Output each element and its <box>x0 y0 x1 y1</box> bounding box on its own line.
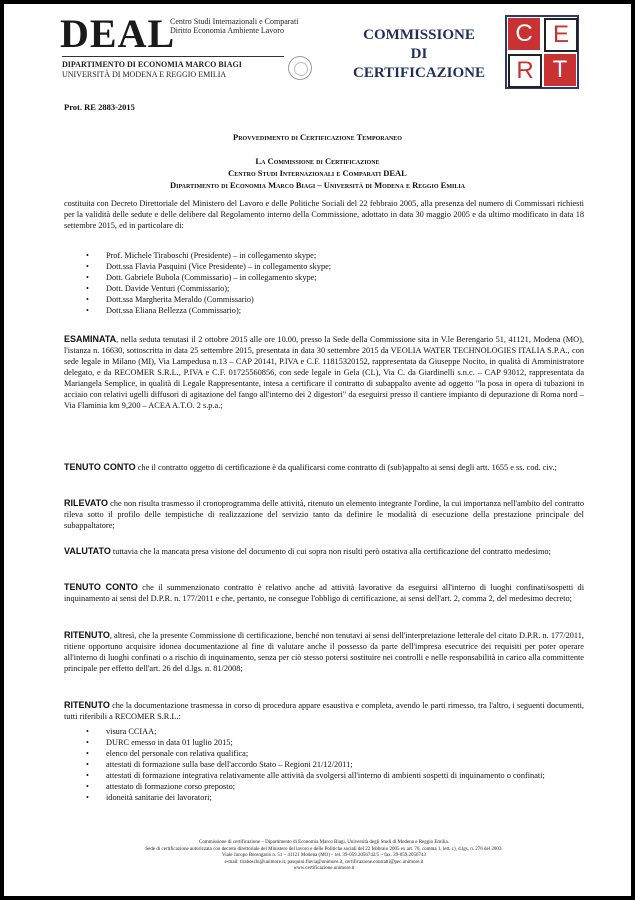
list-item: • attestati di formazione sulla base dell'accordo Stato – Regioni 21/12/2011; <box>86 759 576 770</box>
paragraph-text: , nella seduta tenutasi il 2 ottobre 2015 alle ore 10.00, presso la Sede della Commissione sita in V.le Berengario 51, 41121, Modena (MO), l'istanza n. 16630, sottoscritta in data 25 settembre 2015, presentata in data 30 settembre 2015 da VEOLIA WATER TECHNOLOGIES ITALIA S.P.A., con sede legale in Milano (MI), Via Lampedusa n.13 – CAP 20141, P.IVA e C.F. 11815320152, rappresentata da Giuseppe Nocito, in qualità di Amministratore delegato, e da RECOMER S.R.L., P.IVA e C.F. 01725560856, con sede legale in Gela (CL), Via C. da Giardinelli s.n.c. – CAP 93012, rappresentata da Mariangela Semplice, in qualità di Legale Rappresentante, intesa a certificare il contratto di subappalto avente ad oggetto "la posa in opera di tubazioni in acciaio con relativi ugelli diffusori di agitazione del fango all'interno dei 2 digestori" da eseguirsi presso il cantiere impianto di depurazione di Roma nord – Via Flaminia km 9,200 – ACEA A.T.O. 2 s.p.a.; <box>64 335 584 410</box>
tenuto-conto-paragraph <box>64 582 584 604</box>
list-item: • idoneità sanitarie dei lavoratori; <box>86 792 576 803</box>
cert-letter: E <box>544 18 578 52</box>
document-title: Provvedimento di Certificazione Temporaneo <box>233 132 402 142</box>
footer-line: www.certificazione.unimore.it <box>293 866 355 871</box>
keyword: RITENUTO <box>64 630 110 640</box>
list-item: • elenco del personale con relativa qualifica; <box>86 748 576 759</box>
list-item: • attestato di formazione corso preposto; <box>86 781 576 792</box>
paragraph-text: che la documentazione trasmessa in corso di procedura appare esaustiva e completa, avendo le parti rimesso, tra l'altro, i seguenti documenti, tutti riferibili a RECOMER S.R.L.: <box>64 701 584 721</box>
protocol-number: Prot. RE 2883-2015 <box>64 102 135 112</box>
commissione-line: DI <box>410 46 428 62</box>
list-item: • Dott.ssa Eliana Bellezza (Commissario); <box>86 305 331 316</box>
cert-letter: C <box>508 18 540 50</box>
keyword: VALUTATO <box>64 546 111 556</box>
tenuto-conto-paragraph <box>64 462 584 473</box>
cert-letter: T <box>544 54 576 86</box>
page-footer <box>64 840 584 873</box>
footer-line: Sede di certificazione autorizzata con decreto direttoriale del Ministero del lavoro e delle Politiche sociali del 22 febbraio 2005 ex art. 76, comma 1, lett. c), d.lgs. n. 276 del 2003. <box>145 846 503 852</box>
centro-studi-label: Centro Studi Internazionali e Comparati <box>170 17 299 26</box>
diritto-label: Diritto Economia Ambiente Lavoro <box>170 26 284 35</box>
ritenuto-paragraph <box>64 630 584 674</box>
university-name: UNIVERSITÀ DI MODENA E REGGIO EMILIA <box>62 70 227 79</box>
paragraph-text: tuttavia che la mancata presa visione del documento di cui sopra non risulti però ostativa alla certificazione del contratto medesimo; <box>110 547 551 556</box>
cert-logo <box>508 18 580 90</box>
letterhead <box>4 4 631 94</box>
list-item: • Prof. Michele Tiraboschi (Presidente) – in collegamento skype; <box>86 250 331 261</box>
keyword: TENUTO CONTO <box>64 582 138 592</box>
list-item: • Dott. Gabriele Bubola (Commissario) – in collegamento skype; <box>86 272 331 283</box>
paragraph-text: che non risulta trasmesso il cronoprogramma delle attività, ritenuto un elemento integrante l'ordine, la cui importanza nell'ambito del contratto rileva sotto il profilo delle tempistiche di realizzazione del servizio tanto da definire le modalità di esecuzione della prestazione principale del subappaltatore; <box>64 499 584 530</box>
university-seal-icon <box>288 56 312 80</box>
heading-line: Dipartimento di Economia Marco Biagi – Università di Modena e Reggio Emilia <box>169 180 466 190</box>
department-name: DIPARTIMENTO DI ECONOMIA MARCO BIAGI <box>62 60 242 69</box>
paragraph-text: , altresì, che la presente Commissione di certificazione, benché non tenutavi ai sensi dell'interpretazione letterale del citato D.P.R. n. 177/2011, ritiene opportuno acquisire idonea documentazione al fine di valutare anche il possesso da parte dell'impresa esecutrice dei requisiti per poter operare all'interno di luoghi confinati o a rischio di inquinamento, senza per ciò stesso potersi sostituire nei controlli e nelle responsabilità in carico alla committente principale per effetto dell'art. 26 del d.lgs. n. 81/2008; <box>64 631 584 673</box>
rilevato-paragraph <box>64 498 584 531</box>
list-item: • DURC emesso in data 01 luglio 2015; <box>86 737 576 748</box>
divider <box>62 56 284 57</box>
deal-logo: DEAL <box>60 11 176 56</box>
keyword: RITENUTO <box>64 700 110 710</box>
intro-paragraph: costituita con Decreto Direttoriale del Ministero del Lavoro e delle Politiche Sociali del 22 febbraio 2005, alla presenza del numero di Commissari richiesti per la validità delle sedute e delle delibere dal Regolamento interno della Commissione, adottato in data 30 maggio 2005 e da ultimo modificato in data 18 settembre 2015, ed in particolare di: <box>64 199 584 230</box>
keyword: RILEVATO <box>64 498 109 508</box>
commissione-title <box>334 26 504 83</box>
documenti-list <box>86 726 576 803</box>
list-item: • Dott.ssa Margherita Meraldo (Commissario) <box>86 294 331 305</box>
commissari-list <box>86 250 331 316</box>
commissione-line: CERTIFICAZIONE <box>353 65 485 81</box>
ritenuto-paragraph <box>64 700 584 722</box>
esaminata-paragraph <box>64 334 584 411</box>
keyword: TENUTO CONTO <box>64 462 136 472</box>
list-item: • Dott. Davide Venturi (Commissario); <box>86 283 331 294</box>
valutato-paragraph <box>64 546 584 557</box>
document-page <box>4 4 631 896</box>
keyword: ESAMINATA <box>64 334 117 344</box>
footer-line: Viale Jacopo Berengario n. 51 – 41121 Modena (MO) – tel. 39-059.2056742/5 – fax. 39-059.2056743 <box>221 853 427 858</box>
paragraph-text: che il contratto oggetto di certificazione è da qualificarsi come contratto di (sub)appalto ai sensi degli artt. 1655 e ss. cod. civ.; <box>135 463 557 472</box>
commissione-line: COMMISSIONE <box>363 27 475 43</box>
footer-line: Commissione di certificazione – Dipartimento di Economia Marco Biagi, Università degli Studi di Modena e Reggio Emilia. <box>199 840 449 845</box>
heading-line: Centro Studi Internazionali e Comparati DEAL <box>228 168 407 178</box>
deal-subtitle <box>170 17 298 35</box>
paragraph-text: che il summenzionato contratto è relativo anche ad attività lavorative da eseguirsi all'interno di luoghi confinati/sospetti di inquinamento ai sensi del D.P.R. n. 177/2011 e che, pertanto, ne consegue l'obbligo di certificazione, ai sensi dell'art. 2, comma 2, del medesimo decreto; <box>64 583 584 603</box>
list-item: • attestati di formazione integrativa relativamente alle attività da svolgersi all'interno di ambienti sospetti di inquinamento o confinati; <box>86 770 576 781</box>
heading-line: La Commissione di Certificazione <box>255 156 380 166</box>
footer-line: e-mail: tiraboschi@unimore.it, pasquini.flavia@unimore.it, certificazione.contratti@pec.unimore.it <box>224 859 424 865</box>
cert-letter: R <box>508 54 542 88</box>
list-item: • visura CCIAA; <box>86 726 576 737</box>
list-item: • Dott.ssa Flavia Pasquini (Vice Presidente) – in collegamento skype; <box>86 261 331 272</box>
